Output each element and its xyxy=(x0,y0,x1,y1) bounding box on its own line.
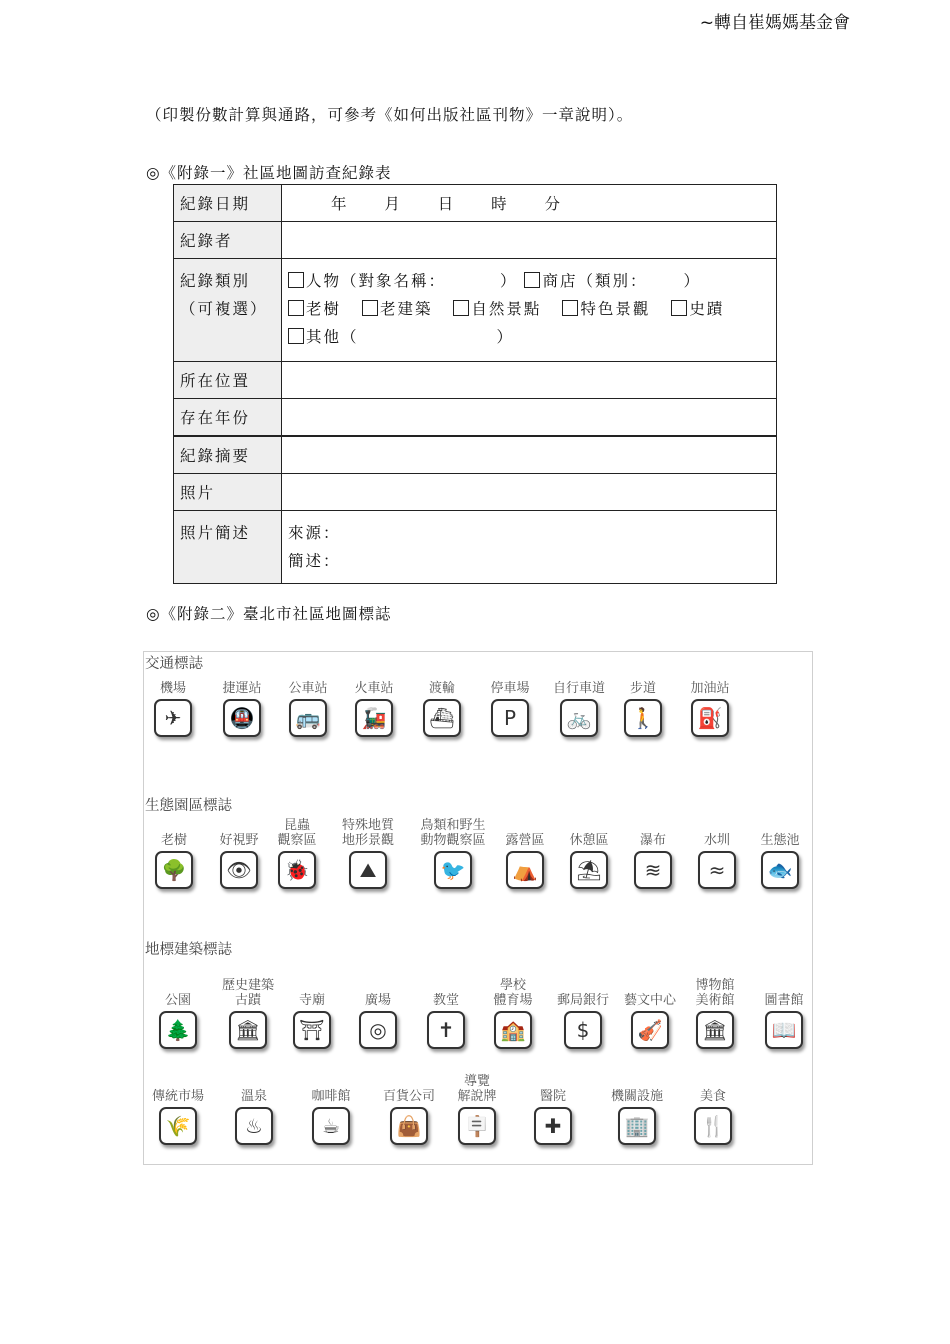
symbol-label-top xyxy=(673,1074,753,1089)
symbol-label: 圖書館 xyxy=(764,993,804,1008)
map-symbol-terrain xyxy=(328,818,408,889)
month-unit: 月 xyxy=(384,195,402,213)
map-symbol-pond xyxy=(740,818,820,889)
map-symbol-hospital xyxy=(513,1074,593,1145)
date-field[interactable] xyxy=(282,185,777,222)
pond-icon: 🐟 xyxy=(761,851,799,889)
trail-icon: 🚶 xyxy=(624,699,662,737)
symbol-label: 機關設施 xyxy=(610,1089,663,1104)
terrain-icon: ⛰ xyxy=(349,851,387,889)
recorder-row xyxy=(174,222,777,259)
ecology-section-title: 生態園區標誌 xyxy=(145,798,232,814)
appendix2-title: ◎《附錄二》臺北市社區地圖標誌 xyxy=(146,605,392,623)
ladybug-icon: 🐞 xyxy=(278,851,316,889)
recorder-label: 紀錄者 xyxy=(174,222,282,259)
category-label xyxy=(174,259,282,362)
symbol-label: 步道 xyxy=(629,681,656,696)
waterway-icon: ≈ xyxy=(698,851,736,889)
transport-section-title: 交通標誌 xyxy=(145,656,203,672)
symbol-label: 醫院 xyxy=(539,1089,566,1104)
church-icon: ✝ xyxy=(427,1011,465,1049)
symbol-label: 地形景觀 xyxy=(341,833,394,848)
photo-label: 照片 xyxy=(174,474,282,511)
symbol-label: 郵局銀行 xyxy=(556,993,609,1008)
symbol-label: 溫泉 xyxy=(240,1089,267,1104)
symbol-label: 渡輪 xyxy=(428,681,455,696)
temple-icon: ⛩ xyxy=(293,1011,331,1049)
info-board-icon: 🪧 xyxy=(458,1107,496,1145)
symbol-label: 停車場 xyxy=(490,681,530,696)
symbol-label: 瀑布 xyxy=(639,833,666,848)
map-symbol-airplane xyxy=(133,666,213,737)
arts-center-icon: 🎻 xyxy=(631,1011,669,1049)
historic-building-icon: 🏛 xyxy=(229,1011,267,1049)
symbol-label-top xyxy=(138,1074,218,1089)
category-label-main: 紀錄類別 xyxy=(180,272,251,290)
landmark-section-title: 地標建築標誌 xyxy=(145,942,232,958)
symbol-label-top xyxy=(291,1074,371,1089)
historic-option-label: 史蹟 xyxy=(689,300,725,318)
age-row xyxy=(174,399,777,437)
map-symbol-info-board xyxy=(437,1074,517,1145)
bus-icon: 🚌 xyxy=(289,699,327,737)
metro-icon: 🚇 xyxy=(223,699,261,737)
other-checkbox[interactable] xyxy=(288,328,304,344)
rest-area-icon: ⛱ xyxy=(570,851,608,889)
symbol-label: 傳統市場 xyxy=(151,1089,204,1104)
museum-icon: 🏛 xyxy=(696,1011,734,1049)
symbol-label-top xyxy=(670,666,750,681)
symbol-label: 動物觀察區 xyxy=(420,833,486,848)
symbol-label-top xyxy=(597,1074,677,1089)
bicycle-icon: 🚲 xyxy=(560,699,598,737)
symbol-label-top: 特殊地質 xyxy=(341,818,394,833)
recorder-field[interactable] xyxy=(282,222,777,259)
close-paren: ） xyxy=(500,272,518,290)
map-symbol-parking xyxy=(470,666,550,737)
old-tree-icon: 🌳 xyxy=(155,851,193,889)
map-symbol-food xyxy=(673,1074,753,1145)
credit-line: ~轉自崔媽媽基金會 xyxy=(699,13,850,33)
map-symbol-ladybug xyxy=(257,818,337,889)
shopping-bag-icon: 👜 xyxy=(390,1107,428,1145)
symbol-label: 火車站 xyxy=(354,681,394,696)
symbol-label: 加油站 xyxy=(690,681,730,696)
symbol-label-top: 歷史建築 xyxy=(221,978,274,993)
map-symbol-facility xyxy=(597,1074,677,1145)
location-field[interactable] xyxy=(282,362,777,399)
close-paren: ） xyxy=(683,272,701,290)
nature-option-label: 自然景點 xyxy=(471,300,542,318)
gas-station-icon: ⛽ xyxy=(691,699,729,737)
nature-checkbox[interactable] xyxy=(453,300,469,316)
survey-record-form xyxy=(173,184,777,584)
airplane-icon: ✈ xyxy=(154,699,192,737)
intro-note: （印製份數計算與通路，可參考《如何出版社區刊物》一章說明）。 xyxy=(146,106,634,124)
person-checkbox[interactable] xyxy=(288,272,304,288)
park-icon: 🌲 xyxy=(159,1011,197,1049)
bird-icon: 🐦 xyxy=(434,851,472,889)
ferry-icon: ⛴ xyxy=(423,699,461,737)
bank-icon: $ xyxy=(564,1011,602,1049)
hospital-icon: ✚ xyxy=(534,1107,572,1145)
plaza-icon: ◎ xyxy=(359,1011,397,1049)
summary-label: 紀錄摘要 xyxy=(174,436,282,474)
location-row xyxy=(174,362,777,399)
photo-field[interactable] xyxy=(282,474,777,511)
feature-checkbox[interactable] xyxy=(562,300,578,316)
date-row xyxy=(174,185,777,222)
person-option-label: 人物（對象名稱： xyxy=(306,272,447,290)
age-label: 存在年份 xyxy=(174,399,282,437)
symbol-label-top xyxy=(513,1074,593,1089)
map-symbol-museum xyxy=(675,978,755,1049)
map-symbol-school xyxy=(473,978,553,1049)
map-symbol-bird xyxy=(413,818,493,889)
symbol-label: 觀察區 xyxy=(277,833,317,848)
tent-icon: ⛺ xyxy=(506,851,544,889)
map-symbol-library xyxy=(744,978,824,1049)
symbol-label: 老樹 xyxy=(160,833,187,848)
symbol-label: 露營區 xyxy=(505,833,545,848)
symbol-label: 教堂 xyxy=(432,993,459,1008)
map-symbol-cafe xyxy=(291,1074,371,1145)
source-label: 來源： xyxy=(288,524,341,542)
age-field[interactable] xyxy=(282,399,777,437)
year-unit: 年 xyxy=(330,195,349,213)
symbol-label-top xyxy=(138,978,218,993)
map-symbol-hot-spring xyxy=(214,1074,294,1145)
library-icon: 📖 xyxy=(765,1011,803,1049)
building-option-label: 老建築 xyxy=(379,300,433,318)
symbol-label: 生態池 xyxy=(760,833,800,848)
location-label: 所在位置 xyxy=(174,362,282,399)
feature-option-label: 特色景觀 xyxy=(580,300,651,318)
symbol-label: 美食 xyxy=(699,1089,726,1104)
symbol-label-top: 導覽 xyxy=(463,1074,490,1089)
symbol-label: 解說牌 xyxy=(457,1089,497,1104)
food-icon: 🍴 xyxy=(694,1107,732,1145)
symbol-label: 廣場 xyxy=(364,993,391,1008)
historic-checkbox[interactable] xyxy=(671,300,687,316)
cafe-icon: ☕ xyxy=(312,1107,350,1145)
symbol-label-top: 鳥類和野生 xyxy=(420,818,486,833)
symbol-label-top xyxy=(470,666,550,681)
symbol-label: 休憩區 xyxy=(569,833,609,848)
category-row xyxy=(174,259,777,362)
minute-unit: 分 xyxy=(544,195,563,213)
school-icon: 🏫 xyxy=(494,1011,532,1049)
close-paren: ） xyxy=(496,328,515,346)
symbol-label: 咖啡館 xyxy=(311,1089,351,1104)
map-symbol-park xyxy=(138,978,218,1049)
shop-option-label: 商店（類別： xyxy=(542,272,648,290)
symbol-label: 寺廟 xyxy=(298,993,325,1008)
date-label: 紀錄日期 xyxy=(174,185,282,222)
symbol-label: 古蹟 xyxy=(234,993,261,1008)
symbol-label-top xyxy=(133,666,213,681)
desc-label: 簡述： xyxy=(288,552,341,570)
map-symbols-panel xyxy=(143,651,813,1165)
hour-unit: 時 xyxy=(491,195,509,213)
summary-row xyxy=(174,436,777,474)
photo-desc-row xyxy=(174,511,777,584)
map-symbol-market xyxy=(138,1074,218,1145)
symbol-label-top: 博物館 xyxy=(695,978,735,993)
tree-checkbox[interactable] xyxy=(288,300,304,316)
photo-desc-label: 照片簡述 xyxy=(174,511,282,584)
shop-checkbox[interactable] xyxy=(524,272,540,288)
building-checkbox[interactable] xyxy=(362,300,378,316)
symbol-label: 公園 xyxy=(164,993,191,1008)
photo-desc-field[interactable] xyxy=(282,511,777,584)
tree-option-label: 老樹 xyxy=(306,300,342,318)
category-label-note: （可複選） xyxy=(180,300,268,318)
symbol-label: 美術館 xyxy=(695,993,735,1008)
appendix1-title: ◎《附錄一》社區地圖訪查紀錄表 xyxy=(146,164,392,182)
train-icon: 🚂 xyxy=(355,699,393,737)
summary-field[interactable] xyxy=(282,436,777,474)
hot-spring-icon: ♨ xyxy=(235,1107,273,1145)
symbol-label: 藝文中心 xyxy=(623,993,676,1008)
symbol-label-top: 昆蟲 xyxy=(283,818,310,833)
photo-row xyxy=(174,474,777,511)
facility-icon: 🏢 xyxy=(618,1107,656,1145)
other-option-label: 其他（ xyxy=(306,328,359,346)
symbol-label-top xyxy=(740,818,820,833)
symbol-label: 體育場 xyxy=(493,993,533,1008)
symbol-label: 捷運站 xyxy=(222,681,262,696)
map-symbol-gas-station xyxy=(670,666,750,737)
parking-icon: P xyxy=(491,699,529,737)
symbol-label: 自行車道 xyxy=(552,681,605,696)
symbol-label: 百貨公司 xyxy=(382,1089,435,1104)
waterfall-icon: ≋ xyxy=(634,851,672,889)
good-view-icon: 👁 xyxy=(220,851,258,889)
symbol-label-top xyxy=(744,978,824,993)
symbol-label: 公車站 xyxy=(288,681,328,696)
symbol-label-top xyxy=(214,1074,294,1089)
symbol-label: 水圳 xyxy=(703,833,730,848)
day-unit: 日 xyxy=(437,195,456,213)
symbol-label-top: 學校 xyxy=(499,978,526,993)
category-options xyxy=(282,259,777,362)
market-icon: 🌾 xyxy=(159,1107,197,1145)
symbol-label: 機場 xyxy=(159,681,186,696)
symbol-label: 好視野 xyxy=(219,833,259,848)
